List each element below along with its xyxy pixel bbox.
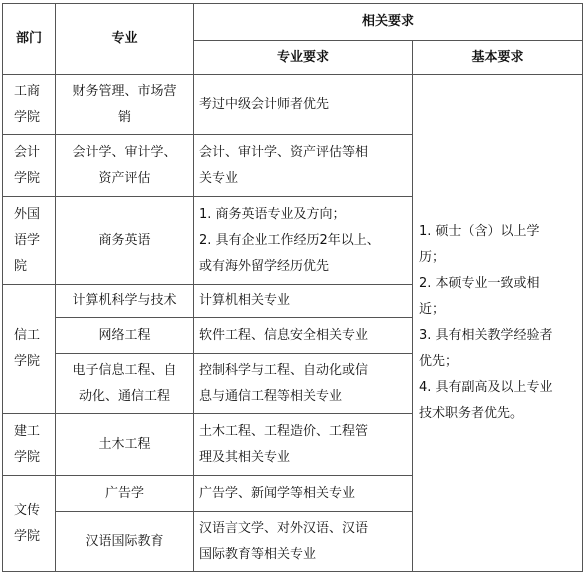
major-req-text: 1. 商务英语专业及方向； 2. 具有企业工作经历2年以上、 或有海外留学经历优先	[199, 206, 380, 274]
major-label: 网络工程	[98, 327, 151, 343]
major-req-text: 控制科学与工程、自动化或信 息与通信工程等相关专业	[199, 362, 369, 404]
header-related: 相关要求	[194, 4, 583, 41]
header-dept: 部门	[3, 4, 56, 75]
major-cell	[56, 285, 194, 318]
basic-req-item: 1. 硕士（含）以上学 历；	[419, 224, 540, 265]
dept-cell	[3, 197, 56, 285]
basic-req-item: 2. 本硕专业一致或相 近；	[419, 276, 540, 317]
major-cell	[56, 197, 194, 285]
major-req-cell	[194, 197, 413, 285]
major-cell	[56, 512, 194, 572]
dept-cell	[3, 75, 56, 135]
basic-req-item: 4. 具有副高及以上专业 技术职务者优先。	[419, 380, 553, 421]
table-row	[3, 75, 583, 135]
major-req-text: 土木工程、工程造价、工程管 理及其相关专业	[199, 423, 369, 465]
major-req-text: 会计、审计学、资产评估等相 关专业	[199, 144, 369, 186]
major-req-text: 计算机相关专业	[199, 293, 291, 308]
major-req-cell	[194, 476, 413, 512]
major-req-text: 考过中级会计师者优先	[199, 96, 330, 112]
major-req-cell	[194, 285, 413, 318]
dept-cell	[3, 285, 56, 414]
major-label: 电子信息工程、自 动化、通信工程	[72, 362, 177, 404]
basic-req-item: 3. 具有相关教学经验者 优先；	[419, 328, 553, 369]
header-major-req: 专业要求	[194, 41, 413, 75]
major-label: 汉语国际教育	[85, 533, 164, 549]
basic-req-cell	[413, 75, 583, 572]
major-cell	[56, 135, 194, 197]
dept-label: 会计 学院	[14, 144, 41, 186]
header-basic-req: 基本要求	[413, 41, 583, 75]
header-major: 专业	[56, 4, 194, 75]
major-cell	[56, 75, 194, 135]
major-label: 商务英语	[98, 232, 151, 248]
major-label: 广告学	[104, 485, 144, 501]
major-cell	[56, 318, 194, 354]
major-label: 计算机科学与技术	[72, 293, 177, 308]
dept-cell	[3, 476, 56, 572]
major-cell	[56, 476, 194, 512]
dept-label: 文传 学院	[14, 502, 41, 544]
major-req-text: 汉语言文学、对外汉语、汉语 国际教育等相关专业	[199, 520, 369, 562]
major-req-cell	[194, 512, 413, 572]
dept-label: 工商 学院	[14, 83, 41, 125]
major-label: 土木工程	[98, 436, 151, 452]
major-req-cell	[194, 414, 413, 476]
major-label: 会计学、审计学、 资产评估	[72, 144, 177, 186]
dept-label: 信工 学院	[14, 328, 41, 369]
dept-label: 建工 学院	[14, 423, 41, 465]
major-req-cell	[194, 75, 413, 135]
major-cell	[56, 354, 194, 414]
major-cell	[56, 414, 194, 476]
major-label: 财务管理、市场营 销	[72, 83, 177, 125]
dept-label: 外国 语学 院	[14, 206, 41, 274]
major-req-cell	[194, 135, 413, 197]
requirements-table	[2, 3, 583, 572]
major-req-cell	[194, 354, 413, 414]
dept-cell	[3, 135, 56, 197]
major-req-text: 广告学、新闻学等相关专业	[199, 485, 356, 501]
dept-cell	[3, 414, 56, 476]
major-req-cell	[194, 318, 413, 354]
major-req-text: 软件工程、信息安全相关专业	[199, 327, 369, 343]
